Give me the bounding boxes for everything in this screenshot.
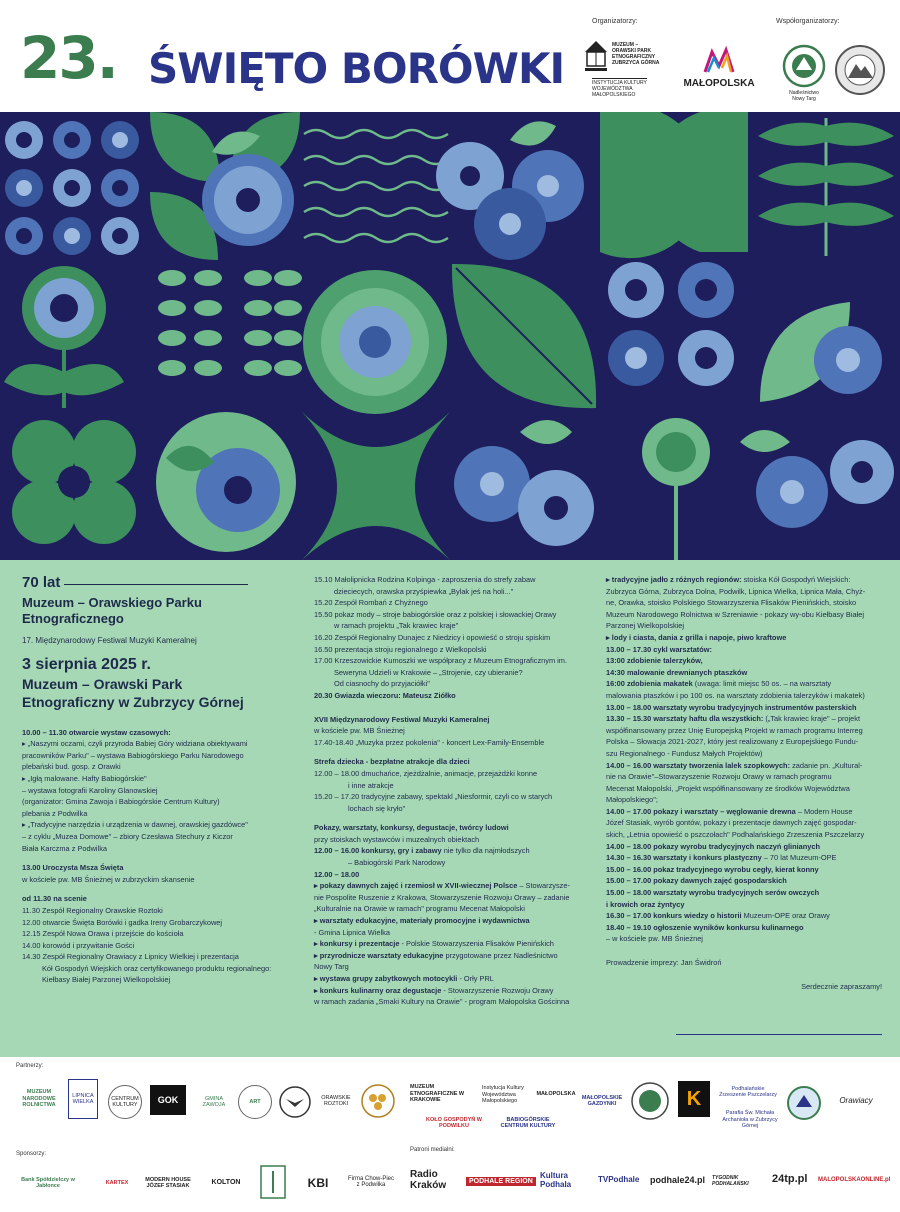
title-text: ŚWIĘTO BORÓWKI (148, 44, 565, 93)
program-line: i inne atrakcje (348, 780, 394, 790)
program-line: lochach się kryło" (348, 803, 406, 813)
program-line: – w kościele pw. MB Śnieżnej (606, 934, 703, 944)
program-line: Zubrzyca Górna, Zubrzyca Dolna, Podwilk, Lipnica Wielka, Lipnica Mała, Chyż- (606, 586, 866, 596)
organizers-label: Organizatorzy: (592, 18, 638, 25)
media-logo: 24tp.pl (772, 1173, 808, 1185)
sponsor-logo: KBI (307, 1175, 329, 1190)
museum-name-line: Muzeum – Orawskiego Parku (22, 595, 202, 610)
partner-logo: Orawiacy (839, 1095, 873, 1105)
program-line: 16.20 Zespół Regionalny Dunajec z Niedzicy i opowieść o stroju spiskim (314, 632, 551, 642)
sponsor-logo: MODERN HOUSE JÓZEF STASIAK (145, 1176, 191, 1189)
section-heading: Pokazy, warsztaty, konkursy, degustacje, twórcy ludowi (314, 823, 509, 833)
program-bold: ▸ konkurs kulinarny oraz degustacje (314, 985, 442, 995)
malopolska-text: MAŁOPOLSKA (683, 78, 755, 89)
program-bold: 18.40 – 19.10 ogłoszenie wyników konkursu kulinarnego (606, 922, 804, 932)
crest-seal-icon (630, 1081, 670, 1121)
partner-logo: CENTRUM KULTURY (108, 1085, 142, 1119)
program-line: szu Regionalnego - Fundusz Małych Projektów) (606, 748, 763, 758)
program-bold: 16:00 zdobienia makatek (606, 679, 693, 689)
program-line: ne, Orawka, stoisko Polskiego Stowarzyszenia Flisaków Pienińskich, stoisko (606, 598, 857, 608)
program-line: 17.40-18.40 „Muzyka przez pokolenia" - koncert Lex-Family-Ensemble (314, 737, 545, 747)
partner-logo: ART (238, 1085, 272, 1119)
program-text: („Tak krawiec kraje" – projekt (763, 714, 861, 724)
program-bold: 15.00 – 17.00 pokazy dawnych zajęć gospodarskich (606, 876, 787, 886)
invitation: Serdecznie zapraszamy! (801, 981, 882, 991)
divider-rule (64, 584, 248, 585)
program-bold: 14.00 – 18.00 pokazy wyrobu tradycyjnych naczyń glinianych (606, 841, 821, 851)
berry-pile-tile (454, 420, 594, 546)
program-line: – Babiogórski Park Narodowy (348, 858, 446, 868)
program-text: - Polskie Stowarzyszenia Flisaków Pienińskich (399, 939, 554, 949)
partner-logo: BABIOGÓRSKIE CENTRUM KULTURY (500, 1116, 556, 1129)
program-text: Muzeum-OPE oraz Orawy (741, 911, 830, 921)
leaf-berry-tile (150, 112, 300, 260)
partner-logo: GMINA ZAWOJA (202, 1095, 226, 1108)
program-text: - Orły PRL (457, 974, 494, 983)
venue-line: Etnograficzny w Zubrzycy Górnej (22, 693, 244, 710)
media-logo: Kultura Podhala (540, 1171, 572, 1189)
lasy-text: Nadleśnictwo (789, 90, 819, 96)
museum-logo-sub: INSTYTUCJA KULTURY (592, 80, 647, 86)
program-line: plebania z Podwilka (22, 808, 88, 818)
partner-logo: ORAWSKIE ROZTOKI (321, 1094, 351, 1107)
program-bold: ▸ przyrodnicze warsztaty edukacyjne (314, 950, 444, 960)
forest-seal-icon (782, 44, 826, 88)
leaf-corner-tile (760, 302, 882, 402)
program-line: 15.10 Małolipnicka Rodzina Kolpinga - zaproszenia do strefy zabaw (314, 575, 536, 584)
program-line: w kościele pw. MB Śnieżnej (314, 726, 405, 736)
program-line: Biała Karczma z Podwilka (22, 843, 108, 853)
divider-rule (676, 1034, 882, 1035)
program-bold: 13.00 – 17.30 cykl warsztatów: (606, 644, 712, 654)
program-bold: 13.30 – 15.30 warsztaty haftu dla wszystkich: (606, 714, 764, 724)
program-line: przy stoiskach wystawców i muzealnych obiektach (314, 834, 480, 844)
program-bold: 15.00 – 18.00 warsztaty wyrobu tradycyjnych serów owczych (606, 888, 820, 898)
sponsor-logo: KOLTON (211, 1178, 241, 1186)
program-line: 12.15 Zespół Nowa Orawa i przejście do kościoła (22, 929, 184, 939)
program-bold: 14:30 malowanie drewnianych ptaszków (606, 667, 748, 677)
museum-logo-sub: WOJEWÓDZTWA (592, 86, 633, 92)
program-line: nie Pospolite Ruszenie z Krakowa, Stowarzyszenie Rozwoju Orawy – zadanie (314, 892, 570, 902)
program-line: 12.00 – 18.00 dmuchańce, zjeżdżalnie, animacje, przejażdżki konne (314, 768, 538, 778)
program-column-1 (22, 574, 298, 986)
media-logo: TVPodhale (598, 1175, 640, 1184)
coorganizers-label: Współorganizatorzy: (776, 18, 840, 25)
program-text: – Modern House (795, 806, 853, 816)
blueberry-artwork (0, 112, 900, 560)
program-line: (organizator: Gmina Zawoja i Babiogórskie Centrum Kultury) (22, 797, 220, 807)
section-heading: 10.00 – 11.30 otwarcie wystaw czasowych: (22, 727, 171, 737)
program-line: 15.20 – 17.20 tradycyjne zabawy, spektakl „Niesformir, czyli co w starych (314, 792, 553, 802)
program-text: – 70 lat Muzeum-OPE (761, 853, 837, 863)
program-bold: ▸ warsztaty edukacyjne, materiały promocyjne i wydawnictwa (314, 916, 530, 926)
berry-column-tile (608, 262, 734, 386)
program-line: 16.50 prezentacja stroju regionalnego z Wielkopolski (314, 644, 487, 654)
program-bold: ▸ lody i ciasta, dania z grilla i napoje, piwo kraftowe (606, 632, 787, 642)
program-bold: ▸ konkursy i prezentacje (314, 939, 400, 949)
partner-logo: MAŁOPOLSKA (536, 1090, 576, 1097)
museum-house-icon (584, 40, 608, 74)
header (0, 0, 900, 112)
section-heading: Strefa dziecka - bezpłatne atrakcje dla dzieci (314, 757, 470, 767)
anniversary-years: 70 lat (22, 574, 61, 591)
program-line: Kiełbasy Białej Parzonej Wielkopolskiej (42, 975, 171, 985)
section-heading: 13.00 Uroczysta Msza Święta (22, 863, 124, 873)
program-bold: 13.00 – 18.00 warsztaty wyrobu tradycyjnych instrumentów pasterskich (606, 702, 857, 712)
program-section (0, 560, 900, 1057)
program-line: Od ciasnochy do przyjaciółki" (334, 679, 430, 689)
program-line: Nowy Targ (314, 962, 349, 972)
big-berry-tile (303, 270, 447, 414)
program-line: 15.20 Zespół Rombań z Chyżnego (314, 598, 428, 608)
program-line: 15.50 pokaz mody – stroje babiogórskie oraz z polskiej i słowackiej Orawy (314, 609, 557, 619)
partner-logo: KOŁO GOSPODYŃ W PODWILKU (426, 1116, 482, 1129)
star-of-evening: 20.30 Gwiazda wieczoru: Mateusz Ziółko (314, 690, 456, 700)
babia-gora-seal-icon (834, 44, 886, 96)
festival-line: 17. Międzynarodowy Festiwal Muzyki Kameralnej (22, 636, 197, 645)
media-logo: MALOPOLSKAONLINE.pl (818, 1177, 891, 1183)
program-text: przygotowane przez Nadleśnictwo (443, 950, 558, 960)
program-line: „Kulturalnie na Orawie w ramach" programu Mecenat Małopolski (314, 904, 525, 914)
partner-logo: Parafia Św. Michała Archanioła w Zubrzycy Górnej (722, 1110, 778, 1130)
program-line: Parzonej Wielkopolskiej (606, 621, 685, 631)
star-leaf-tile (302, 412, 450, 560)
program-line: – z cyklu „Muzea Domowe" – zbiory Czesława Stechury z Kiczor (22, 831, 233, 841)
flower-tile (4, 266, 124, 408)
program-bold: 14.30 – 16.30 warsztaty i konkurs plastyczny (606, 853, 762, 863)
vine-tile (158, 270, 302, 376)
program-line: plebański bud. gosp. z Orawki (22, 762, 121, 772)
half-circle-tile (600, 112, 748, 258)
media-logo: TYGODNIK PODHALAŃSKI (712, 1175, 749, 1187)
museum-name-line: Etnograficznego (22, 611, 124, 626)
media-label: Patroni medialni: (410, 1147, 455, 1153)
program-bold: ▸ pokazy dawnych zajęć i rzemiosł w XVII-wiecznej Polsce (314, 881, 518, 891)
program-bold: 15.00 – 16.00 pokaz tradycyjnego wyrobu cegły, kierat konny (606, 864, 819, 874)
program-line: w kościele pw. MB Śnieżnej w zubrzyckim skansenie (22, 874, 195, 884)
program-text: (uwaga: limit miejsc 50 os. – na warsztaty (692, 679, 832, 689)
program-line: nie na Orawie"–Stowarzyszenie Rozwoju Orawy w ramach programu (606, 772, 832, 782)
media-logo: Radio Kraków (410, 1169, 447, 1191)
program-line: w ramach zadania „Smaki Kultury na Orawie" - program Małopolska Gościnna (314, 997, 570, 1007)
museum-logo-line: ZUBRZYCA GÓRNA (612, 60, 660, 66)
program-line: 14.00 korowód i przywitanie Gości (22, 940, 135, 950)
partners-label: Partnerzy: (16, 1063, 44, 1069)
program-text: – Stowarzysze- (517, 881, 570, 891)
partner-logo: MUZEUM NARODOWE ROLNICTWA (22, 1089, 56, 1109)
program-text: zadanie pn. „Kultural- (790, 760, 863, 770)
program-bold: ▸ tradycyjne jadło z różnych regionów: (606, 575, 742, 584)
museum-logo-line: ETNOGRAFICZNY (612, 54, 656, 60)
sponsor-logo: Firma Chow-Piec z Podwilka (347, 1175, 394, 1188)
footer (0, 1057, 900, 1212)
malopolska-logo (674, 46, 764, 94)
program-text: - Stowarzyszenie Rozwoju Orawy (441, 985, 554, 995)
gmina-crest-icon (786, 1085, 822, 1121)
program-line: pracowników Parku" – wystawa Babiogórskiego Parku Narodowego (22, 750, 244, 760)
program-bold: 12.00 – 18.00 (314, 869, 360, 879)
program-line: 11.30 Zespół Regionalny Orawskie Roztoki (22, 905, 163, 915)
honeycomb-icon (360, 1083, 396, 1119)
program-line: skich, „Letnia opowieść o pszczołach" Podhalańskiego Zrzeszenia Pszczelarzy (606, 830, 865, 840)
lasy-text: Nowy Targ (792, 96, 816, 102)
host-line: Prowadzenie imprezy: Jan Świdroń (606, 958, 722, 967)
lasy-panstwowe-logo (780, 44, 828, 108)
program-line: Mecenat Małopolski, „Projekt współfinansowany ze środków Województwa (606, 783, 850, 793)
partner-logo: Podhalańskie Zrzeszenie Pszczelarzy (719, 1085, 777, 1098)
lollipop-tile (642, 418, 710, 560)
program-bold: 16.30 – 17.00 konkurs wiedzy o historii (606, 911, 742, 921)
fern-tile (758, 118, 894, 256)
museum-logo-line: MUZEUM – (612, 42, 639, 48)
program-bold: 14.00 – 16.00 warsztaty tworzenia lalek szopkowych: (606, 760, 791, 770)
program-line: Polska – Słowacja 2021-2027, który jest realizowany z Europejskiego Fundu- (606, 737, 859, 747)
media-logo: PODHALE REGION (466, 1177, 536, 1186)
program-text: stoiska Kół Gospodyń Wiejskich: (741, 575, 851, 584)
program-line: Małopolskiego"; (606, 795, 658, 805)
museum-logo-sub: MAŁOPOLSKIEGO (592, 92, 636, 98)
program-line: ▸ „Tradycyjne narzędzia i urządzenia w dawnej, orawskiej gazdówce" (22, 820, 248, 830)
program-bold: 13:00 zdobienie talerzyków, (606, 656, 703, 666)
malopolska-mountain-icon (702, 46, 736, 76)
berry-row-tile (740, 430, 894, 528)
partner-logo: GOK (150, 1085, 186, 1115)
program-column-3 (606, 574, 882, 992)
program-bold: i krowich oraz żyntycy (606, 899, 685, 909)
program-line: współfinansowany przez Unię Europejską Projekt w ramach programu Interreg (606, 725, 863, 735)
clover-tile (12, 420, 136, 544)
partner-logo: MAŁOPOLSKIE GAZDYNKI (581, 1094, 623, 1107)
venue-line: Muzeum – Orawski Park (22, 675, 183, 692)
partner-logo: LIPNICA WIELKA (68, 1079, 98, 1119)
program-line: malowania ptaszków i po 100 os. na warsztaty zdobienia talerzyków i makatek) (606, 690, 865, 700)
berry-grid-tile (5, 121, 139, 255)
section-heading: XVII Międzynarodowy Festiwal Muzyki Kameralnej (314, 714, 490, 724)
program-line: Józef Stasiak, wyrób gontów, pokazy i prezentacje dawnych zajęć gospodar- (606, 818, 857, 828)
title-number: 23. (20, 24, 117, 92)
program-line: dzieciecych, orawska przyśpiewka „Bylak jeś na holi..." (334, 586, 514, 596)
program-line: 12.00 otwarcie Święta Borówki i gadka Ireny Grobarczykowej (22, 917, 223, 927)
program-line: – wystawa fotografii Karoliny Glanowskiej (22, 785, 158, 795)
program-line: w ramach projektu „Tak krawiec kraje" (334, 621, 459, 631)
blueberry-pattern (0, 112, 900, 560)
program-line: 17.00 Krzeszowickie Kumoszki we współpracy z Muzeum Etnograficznym im. (314, 656, 568, 666)
program-line: - Gmina Lipnica Wielka (314, 927, 390, 937)
eagle-emblem-icon (278, 1085, 312, 1119)
section-heading: od 11.30 na scenie (22, 894, 87, 904)
partner-logo: K (678, 1081, 710, 1117)
program-line: Seweryna Udzieli w Krakowie – „Strojenie, czy ubieranie? (334, 667, 523, 677)
program-bold: ▸ wystawa grupy zabytkowych motocykli (314, 974, 458, 983)
partner-logo: Instytucja Kultury Województwa Małopolskiego (482, 1085, 524, 1105)
wave-tile (304, 130, 448, 242)
babia-gora-logo (834, 44, 886, 96)
sponsors-label: Sponsorzy: (16, 1151, 47, 1157)
media-logo: podhale24.pl (650, 1175, 706, 1185)
program-line: Kół Gospodyń Wiejskich oraz certyfikowanego produktu regionalnego: (42, 963, 272, 973)
event-date: 3 sierpnia 2025 r. (22, 655, 151, 673)
program-line: ▸ „Naszymi oczami, czyli przyroda Babiej Góry widziana obiektywami (22, 739, 248, 749)
program-line: Muzeum Narodowego Rolnictwa w Szreniawie - pokazy wy-obu Kiełbasy Białej (606, 609, 864, 619)
program-column-2 (314, 574, 588, 1008)
circle-berry-tile (156, 412, 296, 552)
sponsor-logo: KARTEX (105, 1179, 129, 1186)
museum-logo-line: ORAWSKI PARK (612, 48, 652, 54)
museum-logo (584, 36, 668, 98)
program-line: 14.30 Zespół Regionalny Orawiacy z Lipnicy Wielkiej i prezentacja (22, 952, 239, 962)
program-line: ▸ „Igłą malowane. Hafty Babiogórskie" (22, 773, 147, 783)
program-bold: 12.00 – 16.00 konkursy, gry i zabawy (314, 846, 442, 856)
wheat-emblem-icon (260, 1165, 286, 1199)
sponsor-logo: Bank Spółdzielczy w Jabłonce (21, 1176, 75, 1189)
big-leaf-tile (452, 264, 596, 408)
program-bold: 14.00 – 17.00 pokazy i warsztaty – węglowanie drewna (606, 806, 796, 816)
program-text: nie tylko dla najmłodszych (441, 846, 530, 856)
partner-logo: MUZEUM ETNOGRAFICZNE W KRAKOWIE (410, 1084, 465, 1104)
berry-cluster-tile (436, 121, 584, 260)
